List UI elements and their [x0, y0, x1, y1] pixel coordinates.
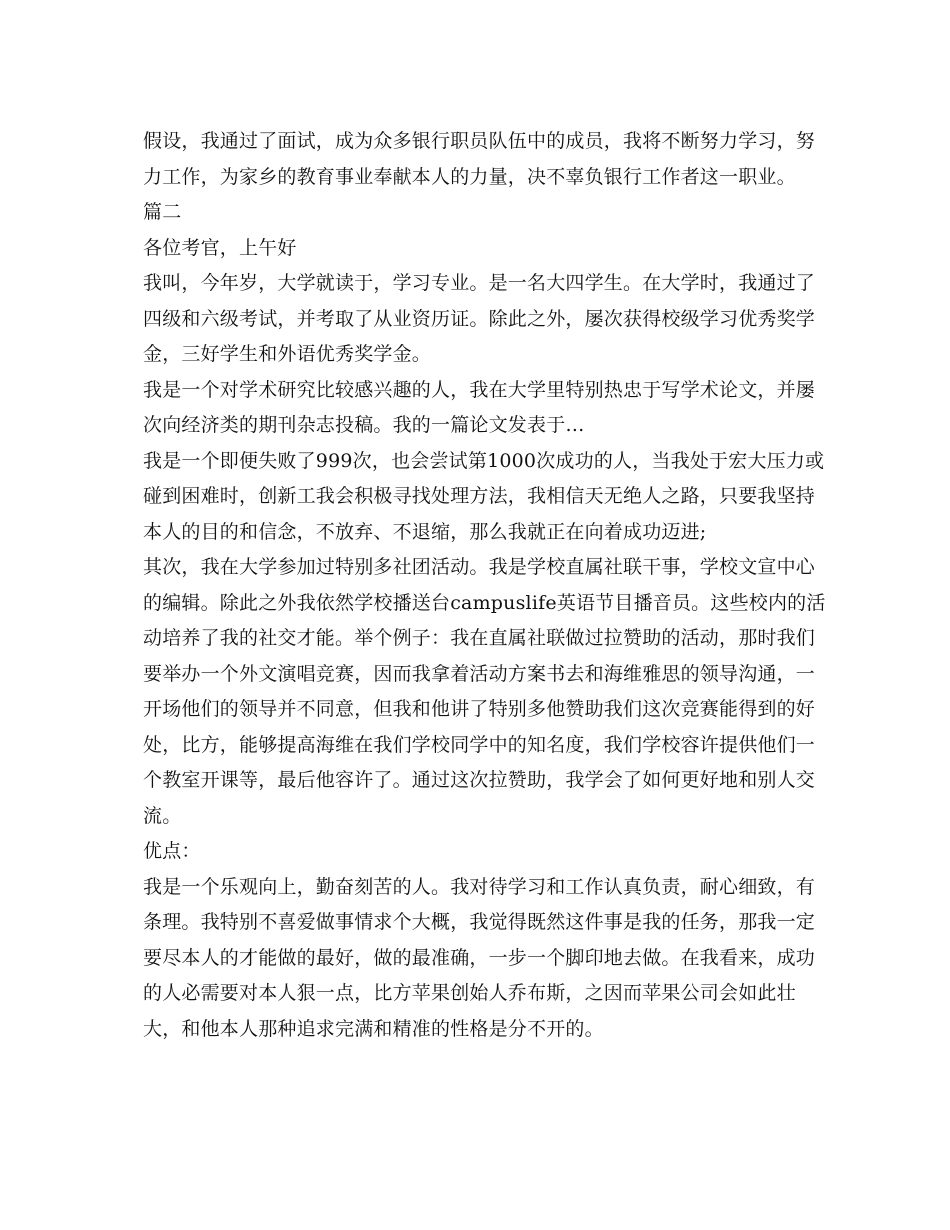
- text-line: 动培养了我的社交才能。举个例子：我在直属社联做过拉赞助的活动，那时我们: [143, 627, 816, 649]
- text-line: 我是一个乐观向上，勤奋刻苦的人。我对待学习和工作认真负责，耐心细致，有: [143, 875, 816, 898]
- text-line: 处，比方，能够提高海维在我们学校同学中的知名度，我们学校容许提供他们一: [143, 733, 816, 756]
- greeting-line: 各位考官，上午好: [143, 236, 297, 259]
- text-line: 的编辑。除此之外我依然学校播送台campuslife英语节目播音员。这些校内的活: [143, 591, 826, 614]
- text-line: 要举办一个外文演唱竞赛，因而我拿着活动方案书去和海维雅思的领导沟通，一: [143, 662, 816, 685]
- section-heading: 优点：: [143, 840, 201, 862]
- text-line: 条理。我特别不喜爱做事情求个大概，我觉得既然这件事是我的任务，那我一定: [143, 911, 816, 933]
- text-line: 要尽本人的才能做的最好，做的最准确，一步一个脚印地去做。在我看来，成功: [143, 946, 816, 969]
- text-line: 碰到困难时，创新工我会积极寻找处理方法，我相信天无绝人之路，只要我坚持: [143, 485, 816, 507]
- text-line: 次向经济类的期刊杂志投稿。我的一篇论文发表于…: [143, 414, 585, 436]
- text-line: 我叫，今年岁，大学就读于，学习专业。是一名大四学生。在大学时，我通过了: [143, 272, 816, 294]
- text-line: 本人的目的和信念，不放弃、不退缩，那么我就正在向着成功迈进;: [143, 520, 707, 543]
- text-line: 假设，我通过了面试，成为众多银行职员队伍中的成员，我将不断努力学习，努: [143, 130, 816, 152]
- text-line: 开场他们的领导并不同意，但我和他讲了特别多他赞助我们这次竞赛能得到的好: [143, 698, 816, 720]
- text-line: 大，和他本人那种追求完满和精准的性格是分不开的。: [143, 1017, 604, 1040]
- text-line: 个教室开课等，最后他容许了。通过这次拉赞助，我学会了如何更好地和别人交: [143, 769, 816, 791]
- text-line: 我是一个即便失败了999次，也会尝试第1000次成功的人，当我处于宏大压力或: [143, 449, 825, 472]
- document-body: [143, 124, 826, 1047]
- text-line: 流。: [143, 804, 182, 827]
- text-line: 力工作，为家乡的教育事业奉献本人的力量，决不辜负银行工作者这一职业。: [143, 165, 796, 188]
- text-line: 金，三好学生和外语优秀奖学金。: [143, 343, 432, 365]
- text-line: 其次，我在大学参加过特别多社团活动。我是学校直属社联干事，学校文宣中心: [143, 556, 816, 578]
- text-line: 四级和六级考试，并考取了从业资历证。除此之外，屡次获得校级学习优秀奖学: [143, 307, 816, 330]
- text-line: 的人必需要对本人狠一点，比方苹果创始人乔布斯，之因而苹果公司会如此壮: [143, 982, 796, 1004]
- section-heading: 篇二: [143, 201, 182, 223]
- text-line: 我是一个对学术研究比较感兴趣的人，我在大学里特别热忠于写学术论文，并屡: [143, 378, 816, 401]
